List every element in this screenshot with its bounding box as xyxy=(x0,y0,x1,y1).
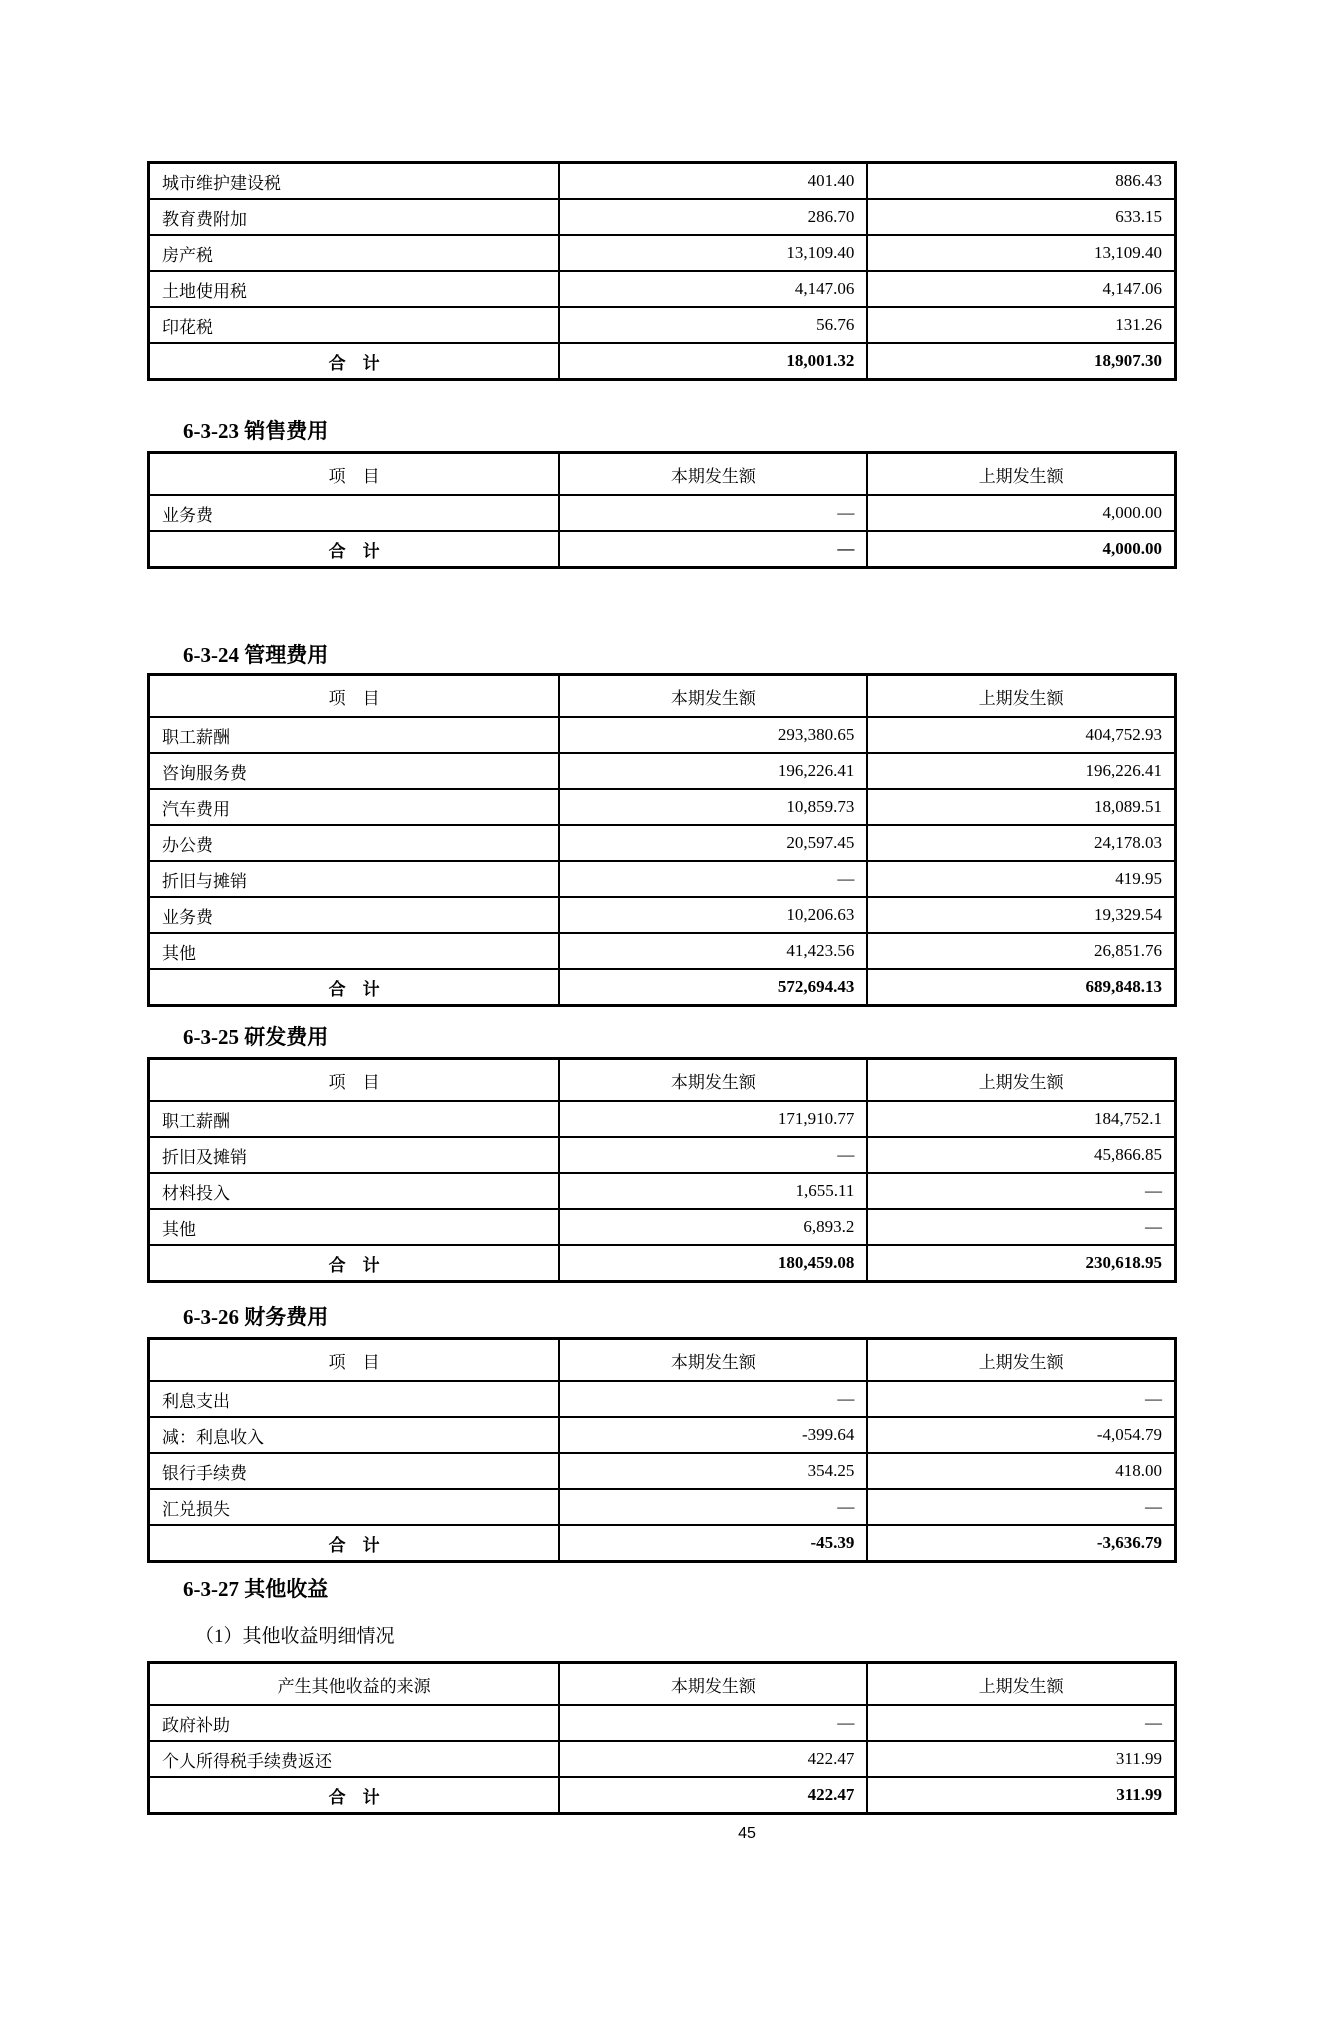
current-period-amount-cell: 56.76 xyxy=(559,307,867,343)
item-cell: 合 计 xyxy=(149,531,560,568)
total-row xyxy=(149,1245,1176,1282)
current-period-amount-cell: 20,597.45 xyxy=(559,825,867,861)
prior-period-amount-cell: 230,618.95 xyxy=(867,1245,1175,1282)
column-header: 项 目 xyxy=(149,453,560,496)
column-header: 上期发生额 xyxy=(867,1339,1175,1382)
prior-period-amount-cell: 18,907.30 xyxy=(867,343,1175,380)
prior-period-amount-cell: — xyxy=(867,1209,1175,1245)
total-row xyxy=(149,343,1176,380)
section-heading-admin-expenses: 6-3-24 管理费用 xyxy=(183,643,329,667)
item-cell: 职工薪酬 xyxy=(149,1101,560,1137)
table-row xyxy=(149,1741,1176,1777)
subsection-heading-other-income-detail: （1）其他收益明细情况 xyxy=(195,1626,395,1647)
column-header: 本期发生额 xyxy=(559,1663,867,1706)
item-cell: 减：利息收入 xyxy=(149,1417,560,1453)
item-cell: 合 计 xyxy=(149,1525,560,1562)
prior-period-amount-cell: 404,752.93 xyxy=(867,717,1175,753)
column-header: 上期发生额 xyxy=(867,1059,1175,1102)
table-row xyxy=(149,307,1176,343)
prior-period-amount-cell: 633.15 xyxy=(867,199,1175,235)
prior-period-amount-cell: 184,752.1 xyxy=(867,1101,1175,1137)
item-cell: 合 计 xyxy=(149,343,560,380)
current-period-amount-cell: 171,910.77 xyxy=(559,1101,867,1137)
header-row xyxy=(149,1339,1176,1382)
item-cell: 其他 xyxy=(149,1209,560,1245)
prior-period-amount-cell: 45,866.85 xyxy=(867,1137,1175,1173)
column-header: 本期发生额 xyxy=(559,675,867,718)
current-period-amount-cell: 572,694.43 xyxy=(559,969,867,1006)
section-heading-rd-expenses: 6-3-25 研发费用 xyxy=(183,1025,329,1049)
header-row xyxy=(149,1663,1176,1706)
item-cell: 房产税 xyxy=(149,235,560,271)
current-period-amount-cell: 401.40 xyxy=(559,163,867,200)
current-period-amount-cell: — xyxy=(559,531,867,568)
prior-period-amount-cell: 886.43 xyxy=(867,163,1175,200)
item-cell: 咨询服务费 xyxy=(149,753,560,789)
header-row xyxy=(149,453,1176,496)
column-header: 本期发生额 xyxy=(559,1339,867,1382)
prior-period-amount-cell: 4,000.00 xyxy=(867,531,1175,568)
total-row xyxy=(149,1525,1176,1562)
prior-period-amount-cell: 13,109.40 xyxy=(867,235,1175,271)
prior-period-amount-cell: — xyxy=(867,1381,1175,1417)
table-financial-expenses xyxy=(147,1337,1177,1563)
prior-period-amount-cell: 196,226.41 xyxy=(867,753,1175,789)
table-row xyxy=(149,1137,1176,1173)
table-row xyxy=(149,163,1176,200)
item-cell: 银行手续费 xyxy=(149,1453,560,1489)
table-other-income-detail xyxy=(147,1661,1177,1815)
current-period-amount-cell: 1,655.11 xyxy=(559,1173,867,1209)
column-header: 本期发生额 xyxy=(559,1059,867,1102)
prior-period-amount-cell: 311.99 xyxy=(867,1777,1175,1814)
prior-period-amount-cell: 18,089.51 xyxy=(867,789,1175,825)
prior-period-amount-cell: 19,329.54 xyxy=(867,897,1175,933)
current-period-amount-cell: 196,226.41 xyxy=(559,753,867,789)
item-cell: 材料投入 xyxy=(149,1173,560,1209)
prior-period-amount-cell: — xyxy=(867,1705,1175,1741)
item-cell: 业务费 xyxy=(149,897,560,933)
table-row xyxy=(149,271,1176,307)
prior-period-amount-cell: 418.00 xyxy=(867,1453,1175,1489)
column-header: 本期发生额 xyxy=(559,453,867,496)
column-header: 上期发生额 xyxy=(867,675,1175,718)
item-cell: 政府补助 xyxy=(149,1705,560,1741)
table-row xyxy=(149,789,1176,825)
item-cell: 个人所得税手续费返还 xyxy=(149,1741,560,1777)
current-period-amount-cell: — xyxy=(559,1705,867,1741)
item-cell: 其他 xyxy=(149,933,560,969)
table-taxes-detail-continuation xyxy=(147,161,1177,381)
table-row xyxy=(149,717,1176,753)
current-period-amount-cell: 10,206.63 xyxy=(559,897,867,933)
current-period-amount-cell: 286.70 xyxy=(559,199,867,235)
current-period-amount-cell: 10,859.73 xyxy=(559,789,867,825)
item-cell: 合 计 xyxy=(149,969,560,1006)
table-row xyxy=(149,825,1176,861)
table-rd-expenses xyxy=(147,1057,1177,1283)
current-period-amount-cell: — xyxy=(559,1489,867,1525)
current-period-amount-cell: 41,423.56 xyxy=(559,933,867,969)
item-cell: 职工薪酬 xyxy=(149,717,560,753)
item-cell: 城市维护建设税 xyxy=(149,163,560,200)
current-period-amount-cell: 422.47 xyxy=(559,1777,867,1814)
table-selling-expenses xyxy=(147,451,1177,569)
prior-period-amount-cell: — xyxy=(867,1489,1175,1525)
item-cell: 业务费 xyxy=(149,495,560,531)
current-period-amount-cell: -45.39 xyxy=(559,1525,867,1562)
table-admin-expenses xyxy=(147,673,1177,1007)
prior-period-amount-cell: -3,636.79 xyxy=(867,1525,1175,1562)
prior-period-amount-cell: — xyxy=(867,1173,1175,1209)
page-number: 45 xyxy=(738,1825,756,1842)
prior-period-amount-cell: 26,851.76 xyxy=(867,933,1175,969)
table-row xyxy=(149,933,1176,969)
item-cell: 利息支出 xyxy=(149,1381,560,1417)
section-heading-other-income: 6-3-27 其他收益 xyxy=(183,1577,329,1601)
prior-period-amount-cell: 311.99 xyxy=(867,1741,1175,1777)
table-row xyxy=(149,897,1176,933)
item-cell: 折旧与摊销 xyxy=(149,861,560,897)
item-cell: 教育费附加 xyxy=(149,199,560,235)
item-cell: 汇兑损失 xyxy=(149,1489,560,1525)
column-header: 上期发生额 xyxy=(867,453,1175,496)
table-row xyxy=(149,1489,1176,1525)
table-row xyxy=(149,753,1176,789)
total-row xyxy=(149,1777,1176,1814)
report-page-content xyxy=(147,161,1177,1843)
item-cell: 折旧及摊销 xyxy=(149,1137,560,1173)
item-cell: 合 计 xyxy=(149,1777,560,1814)
item-cell: 合 计 xyxy=(149,1245,560,1282)
column-header: 项 目 xyxy=(149,1059,560,1102)
current-period-amount-cell: -399.64 xyxy=(559,1417,867,1453)
current-period-amount-cell: 6,893.2 xyxy=(559,1209,867,1245)
prior-period-amount-cell: -4,054.79 xyxy=(867,1417,1175,1453)
section-heading-financial-expenses: 6-3-26 财务费用 xyxy=(183,1305,329,1329)
table-row xyxy=(149,1209,1176,1245)
column-header: 项 目 xyxy=(149,1339,560,1382)
current-period-amount-cell: 422.47 xyxy=(559,1741,867,1777)
current-period-amount-cell: 354.25 xyxy=(559,1453,867,1489)
section-heading-selling-expenses: 6-3-23 销售费用 xyxy=(183,419,329,443)
column-header: 上期发生额 xyxy=(867,1663,1175,1706)
current-period-amount-cell: — xyxy=(559,495,867,531)
current-period-amount-cell: — xyxy=(559,1137,867,1173)
item-cell: 印花税 xyxy=(149,307,560,343)
prior-period-amount-cell: 131.26 xyxy=(867,307,1175,343)
table-row xyxy=(149,235,1176,271)
header-row xyxy=(149,1059,1176,1102)
total-row xyxy=(149,531,1176,568)
table-row xyxy=(149,861,1176,897)
column-header: 产生其他收益的来源 xyxy=(149,1663,560,1706)
current-period-amount-cell: 180,459.08 xyxy=(559,1245,867,1282)
item-cell: 汽车费用 xyxy=(149,789,560,825)
prior-period-amount-cell: 689,848.13 xyxy=(867,969,1175,1006)
header-row xyxy=(149,675,1176,718)
current-period-amount-cell: — xyxy=(559,1381,867,1417)
prior-period-amount-cell: 4,147.06 xyxy=(867,271,1175,307)
column-header: 项 目 xyxy=(149,675,560,718)
total-row xyxy=(149,969,1176,1006)
prior-period-amount-cell: 4,000.00 xyxy=(867,495,1175,531)
current-period-amount-cell: 18,001.32 xyxy=(559,343,867,380)
current-period-amount-cell: 13,109.40 xyxy=(559,235,867,271)
table-row xyxy=(149,1417,1176,1453)
item-cell: 办公费 xyxy=(149,825,560,861)
table-row xyxy=(149,1101,1176,1137)
current-period-amount-cell: — xyxy=(559,861,867,897)
table-row xyxy=(149,1381,1176,1417)
table-row xyxy=(149,1705,1176,1741)
item-cell: 土地使用税 xyxy=(149,271,560,307)
prior-period-amount-cell: 24,178.03 xyxy=(867,825,1175,861)
current-period-amount-cell: 293,380.65 xyxy=(559,717,867,753)
table-row xyxy=(149,1173,1176,1209)
prior-period-amount-cell: 419.95 xyxy=(867,861,1175,897)
table-row xyxy=(149,495,1176,531)
table-row xyxy=(149,1453,1176,1489)
current-period-amount-cell: 4,147.06 xyxy=(559,271,867,307)
table-row xyxy=(149,199,1176,235)
